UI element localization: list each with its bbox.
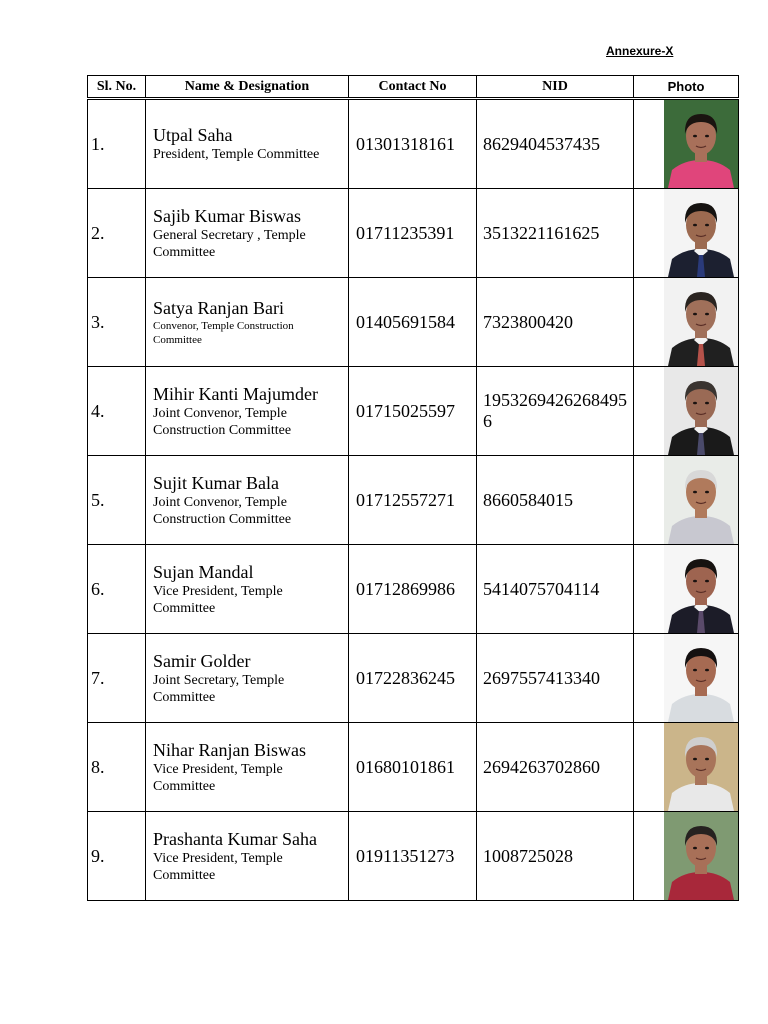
member-name: Samir Golder [153, 650, 251, 671]
name-designation-cell [146, 367, 349, 456]
nid-number: 2694263702860 [477, 723, 634, 812]
contact-number: 01715025597 [349, 367, 477, 456]
name-designation-cell [146, 456, 349, 545]
nid-number: 5414075704114 [477, 545, 634, 634]
member-photo [664, 367, 738, 455]
table-row [88, 99, 739, 189]
member-designation: Joint Convenor, Temple Construction Committee [153, 405, 292, 438]
serial-number: 5. [88, 456, 146, 545]
contact-number: 01712869986 [349, 545, 477, 634]
photo-eye-right [705, 669, 709, 672]
photo-cell [634, 99, 739, 189]
photo-eye-left [693, 847, 697, 850]
annexure-label: Annexure-X [606, 44, 674, 58]
nid-number: 19532694262684956 [477, 367, 634, 456]
member-photo [664, 723, 738, 811]
photo-eye-right [705, 135, 709, 138]
nid-number: 3513221161625 [477, 189, 634, 278]
member-designation: Vice President, Temple Committee [153, 850, 283, 883]
photo-cell [634, 456, 739, 545]
member-name: Nihar Ranjan Biswas [153, 739, 306, 760]
serial-number: 1. [88, 99, 146, 189]
member-designation: Convenor, Temple Construction Committee [153, 319, 294, 346]
header-contact-no: Contact No [349, 76, 477, 99]
contact-number: 01911351273 [349, 812, 477, 901]
member-designation: Joint Convenor, Temple Construction Committee [153, 494, 292, 527]
serial-number: 8. [88, 723, 146, 812]
table-row [88, 723, 739, 812]
member-photo [664, 456, 738, 544]
member-photo [664, 278, 738, 366]
member-photo [664, 189, 738, 277]
member-name: Sajib Kumar Biswas [153, 205, 301, 226]
photo-eye-right [705, 491, 709, 494]
contact-number: 01405691584 [349, 278, 477, 367]
nid-number: 7323800420 [477, 278, 634, 367]
photo-eye-left [693, 580, 697, 583]
header-photo: Photo [634, 76, 739, 99]
nid-number: 2697557413340 [477, 634, 634, 723]
serial-number: 3. [88, 278, 146, 367]
nid-number: 8660584015 [477, 456, 634, 545]
photo-cell [634, 812, 739, 901]
header-name-designation: Name & Designation [146, 76, 349, 99]
member-name: Mihir Kanti Majumder [153, 383, 318, 404]
table-row [88, 189, 739, 278]
member-name: Sujan Mandal [153, 561, 254, 582]
member-designation: General Secretary , Temple Committee [153, 227, 306, 260]
photo-eye-right [705, 758, 709, 761]
contact-number: 01722836245 [349, 634, 477, 723]
contact-number: 01680101861 [349, 723, 477, 812]
name-designation-cell [146, 812, 349, 901]
photo-cell [634, 634, 739, 723]
photo-eye-left [693, 669, 697, 672]
photo-eye-left [693, 491, 697, 494]
contact-number: 01711235391 [349, 189, 477, 278]
contact-number: 01712557271 [349, 456, 477, 545]
member-photo [664, 545, 738, 633]
photo-eye-left [693, 313, 697, 316]
table-row [88, 456, 739, 545]
photo-eye-left [693, 135, 697, 138]
name-designation-cell [146, 634, 349, 723]
photo-eye-left [693, 402, 697, 405]
member-name: Satya Ranjan Bari [153, 297, 284, 318]
member-designation: Vice President, Temple Committee [153, 761, 283, 794]
nid-number: 8629404537435 [477, 99, 634, 189]
name-designation-cell [146, 545, 349, 634]
photo-eye-right [705, 402, 709, 405]
table-header-row [88, 76, 739, 99]
member-name: Utpal Saha [153, 125, 233, 145]
table-row [88, 367, 739, 456]
member-designation: Joint Secretary, Temple Committee [153, 672, 285, 705]
member-name: Prashanta Kumar Saha [153, 828, 317, 849]
member-name: Sujit Kumar Bala [153, 472, 279, 493]
table-row [88, 812, 739, 901]
serial-number: 9. [88, 812, 146, 901]
table-row [88, 634, 739, 723]
table-row [88, 545, 739, 634]
photo-cell [634, 545, 739, 634]
photo-cell [634, 723, 739, 812]
member-photo [664, 812, 738, 900]
photo-eye-left [693, 224, 697, 227]
photo-eye-right [705, 580, 709, 583]
contact-number: 01301318161 [349, 99, 477, 189]
serial-number: 4. [88, 367, 146, 456]
member-photo [664, 100, 738, 188]
name-designation-cell [146, 99, 349, 189]
name-designation-cell [146, 723, 349, 812]
photo-cell [634, 189, 739, 278]
serial-number: 6. [88, 545, 146, 634]
photo-cell [634, 278, 739, 367]
member-designation: Vice President, Temple Committee [153, 583, 283, 616]
table-row [88, 278, 739, 367]
name-designation-cell [146, 189, 349, 278]
photo-eye-right [705, 313, 709, 316]
member-photo [664, 634, 738, 722]
header-nid: NID [477, 76, 634, 99]
serial-number: 7. [88, 634, 146, 723]
nid-number: 1008725028 [477, 812, 634, 901]
photo-eye-right [705, 224, 709, 227]
photo-eye-right [705, 847, 709, 850]
member-designation: President, Temple Committee [153, 147, 320, 162]
photo-cell [634, 367, 739, 456]
serial-number: 2. [88, 189, 146, 278]
name-designation-cell [146, 278, 349, 367]
header-sl-no: Sl. No. [88, 76, 146, 99]
committee-table [87, 75, 739, 901]
photo-eye-left [693, 758, 697, 761]
